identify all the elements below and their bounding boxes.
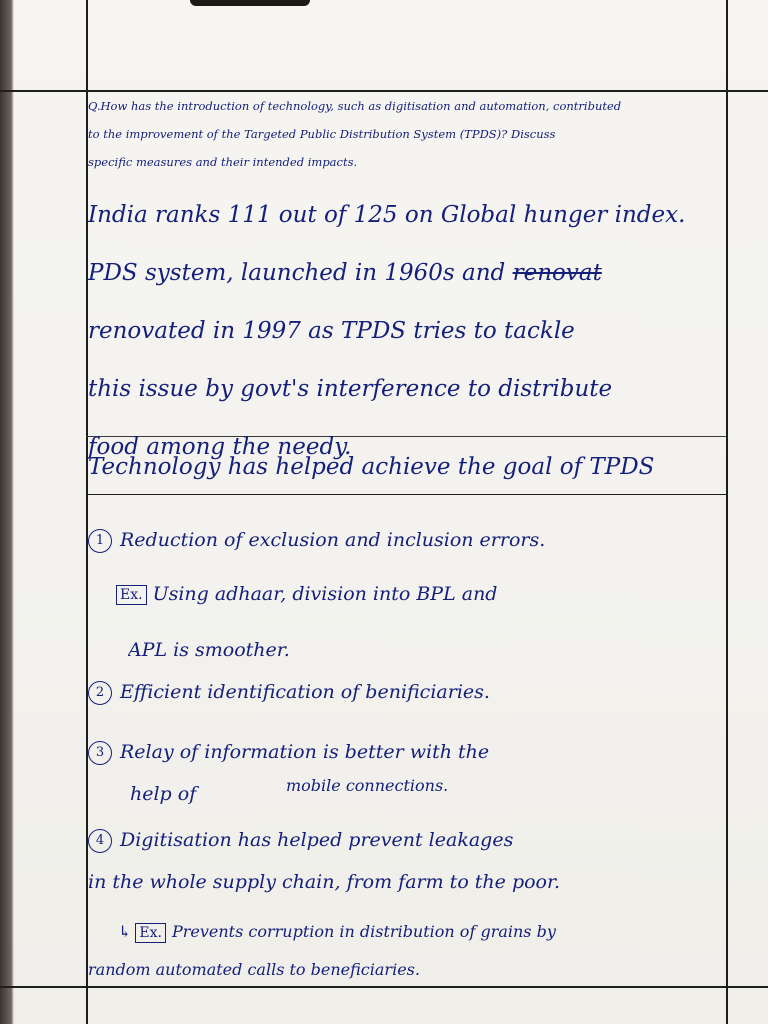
example-2-line-1: Prevents corruption in distribution of grains by: [171, 922, 556, 941]
intro-paragraph: [88, 186, 728, 476]
example-2: [118, 912, 726, 952]
point-3-cont-right: mobile connections.: [286, 776, 449, 795]
point-2-text: Efficient identification of benificiaries.: [120, 681, 490, 703]
intro-line-3: renovated in 1997 as TPDS tries to tackle: [88, 318, 575, 344]
heading-rule: [86, 494, 726, 495]
point-1-number: 1: [88, 529, 112, 553]
point-4-cont: in the whole supply chain, from farm to the poor.: [88, 871, 561, 893]
example-1-tag: Ex.: [116, 585, 147, 605]
example-2-tag: Ex.: [135, 923, 166, 943]
section-heading: Technology has helped achieve the goal of TPDS: [88, 454, 655, 480]
question-line-1: Q.How has the introduction of technology, such as digitisation and automation, contributed: [88, 99, 622, 113]
point-4: [88, 818, 728, 862]
example-2-line-2: random automated calls to beneficiaries.: [88, 960, 420, 979]
point-4-number: 4: [88, 829, 112, 853]
point-3-text: Relay of information is better with the: [120, 741, 490, 763]
point-2-number: 2: [88, 681, 112, 705]
page-edge-shadow: [0, 0, 14, 1024]
point-4-text: Digitisation has helped prevent leakages: [120, 829, 514, 851]
top-edge-shadow: [190, 0, 310, 6]
intro-line-4: this issue by govt's interference to distribute: [88, 376, 613, 402]
example-1: [116, 572, 726, 616]
intro-line-2-text: PDS system, launched in 1960s and: [88, 260, 513, 286]
arrow-icon: ↳: [118, 922, 132, 941]
point-3-cont-left: help of: [130, 783, 197, 805]
point-3-number: 3: [88, 741, 112, 765]
question-line-2: to the improvement of the Targeted Public Distribution System (TPDS)? Discuss: [88, 127, 556, 141]
intro-line-5: food among the needy.: [88, 434, 352, 460]
question-block: [88, 92, 728, 176]
point-1: [88, 518, 728, 562]
example-1-line-1: Using adhaar, division into BPL and: [152, 583, 498, 605]
intro-line-2: [88, 244, 728, 302]
example-1-line-2: APL is smoother.: [128, 639, 290, 661]
intro-line-1: India ranks 111 out of 125 on Global hunger index.: [88, 202, 686, 228]
struck-word: renovat: [512, 260, 602, 286]
question-line-3: specific measures and their intended impacts.: [88, 155, 358, 169]
point-2: [88, 670, 728, 714]
point-1-text: Reduction of exclusion and inclusion errors.: [120, 529, 546, 551]
